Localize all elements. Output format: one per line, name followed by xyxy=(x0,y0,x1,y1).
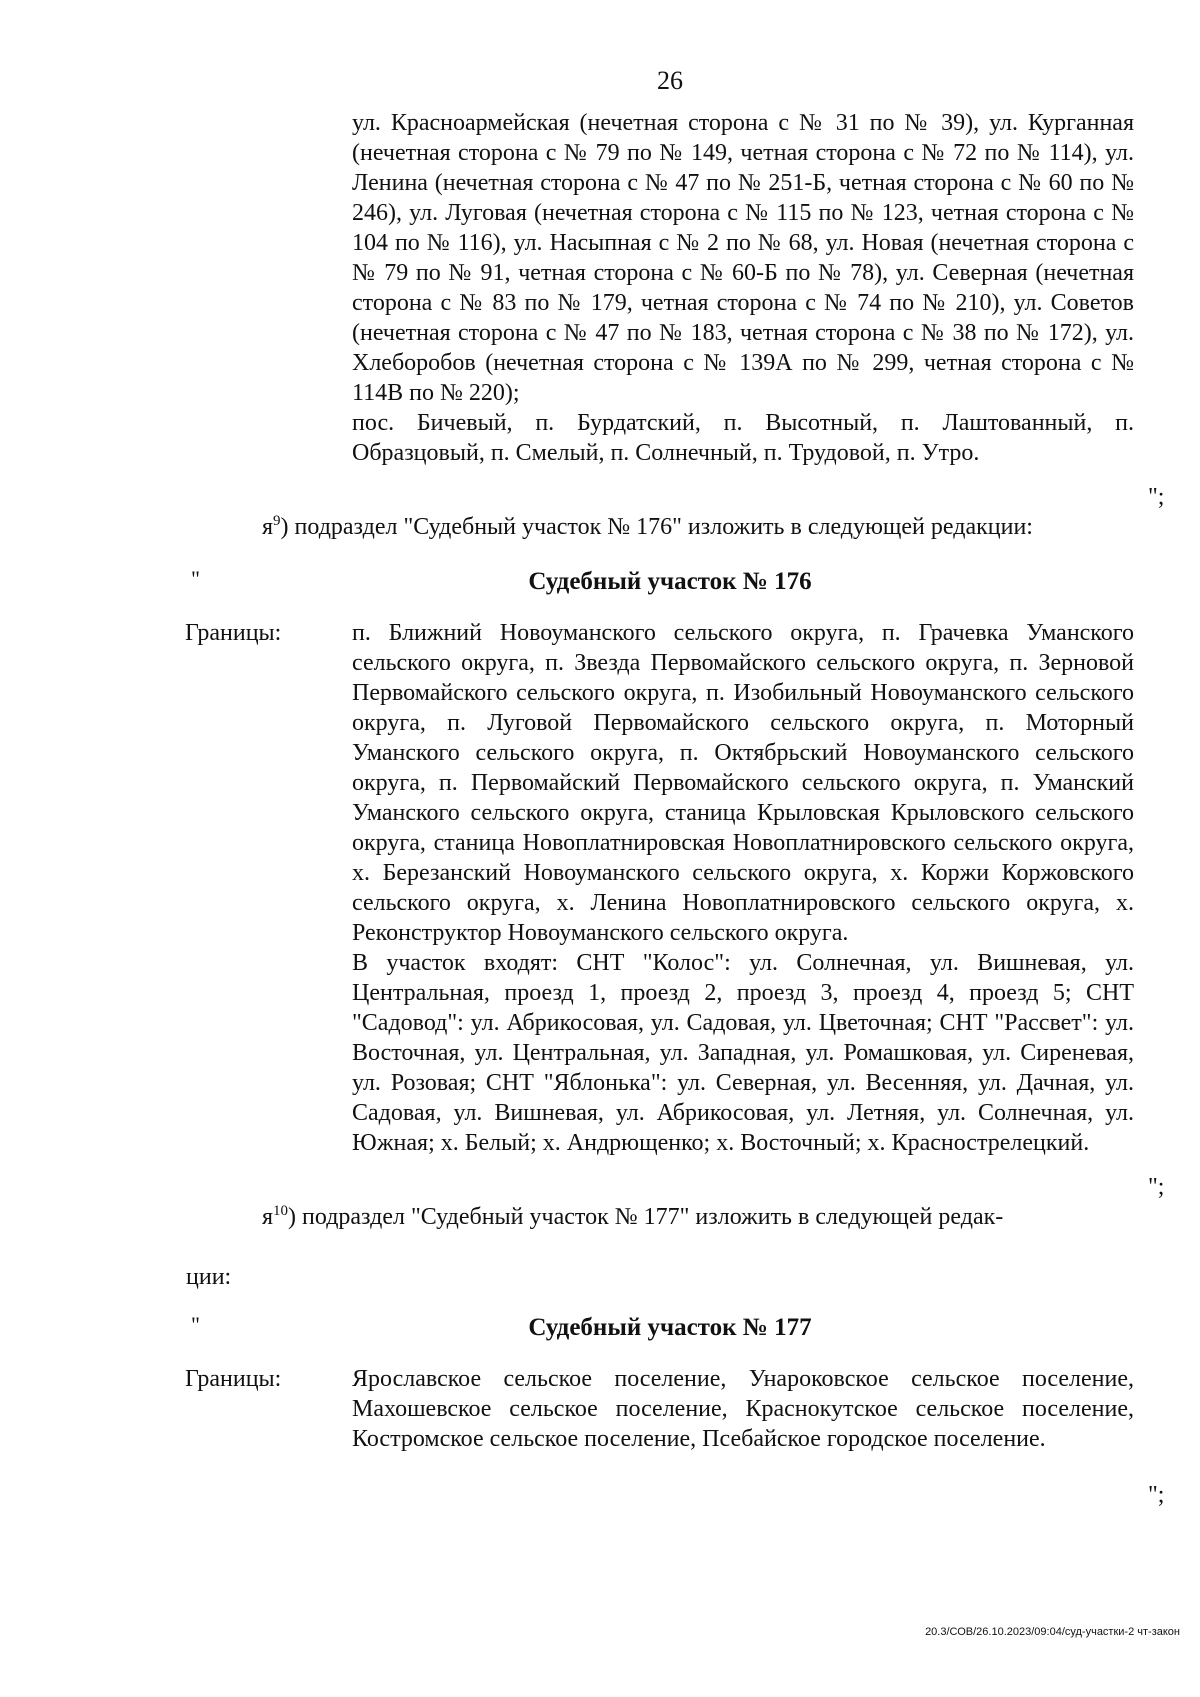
continuation-block xyxy=(352,108,1134,468)
closing-quote-1: "; xyxy=(1148,484,1165,510)
section-176-borders: п. Ближний Новоуманского сельского округа, п. Грачевка Уманского сельского округа, п. Звезда Первомайского сельского округа, п. Зерновой Первомайского сельского округа, п. Изобильный Новоуманского сельского округа, п. Луговой Первомайского сельского округа, п. Моторный Уманского сельского округа, п. Октябрьский Новоуманского сельского округа, п. Первомайский Первомайского сельского округа, п. Уманский Уманского сельского округа, станица Крыловская Крыловского сельского округа, станица Новоплатнировская Новоплатнировского сельского округа, х. Березанский Новоуманского сельского округа, х. Коржи Коржовского сельского округа, х. Ленина Новоплатнировского сельского округа, х. Реконструктор Новоуманского сельского округа. xyxy=(352,620,1134,946)
continuation-paragraph-settlements: пос. Бичевый, п. Бурдатский, п. Высотный, п. Лаштованный, п. Образцовый, п. Смелый, п. Солнечный, п. Трудовой, п. Утро. xyxy=(352,410,1134,466)
continuation-paragraph-streets: ул. Красноармейская (нечетная сторона с № 31 по № 39), ул. Курганная (нечетная сторона с № 79 по № 149, четная сторона с № 72 по № 114), ул. Ленина (нечетная сторона с № 47 по № 251-Б, четная сторона с № 60 по № 246), ул. Луговая (нечетная сторона с № 115 по № 123, четная сторона с № 104 по № 116), ул. Насыпная с № 2 по № 68, ул. Новая (нечетная сторона с № 79 по № 91, четная сторона с № 60-Б по № 78), ул. Северная (нечетная сторона с № 83 по № 179, четная сторона с № 74 по № 210), ул. Советов (нечетная сторона с № 47 по № 183, четная сторона с № 38 по № 172), ул. Хлеборобов (нечетная сторона с № 139А по № 299, четная сторона с № 114В по № 220); xyxy=(352,110,1134,406)
section-176-borders-label: Границы: xyxy=(185,620,282,646)
item-10-letter: я xyxy=(262,1204,274,1230)
item-9 xyxy=(262,512,1033,542)
section-177-borders: Ярославское сельское поселение, Унароковское сельское поселение, Махошевское сельское поселение, Краснокутское сельское поселение, Костромское сельское поселение, Псебайское городское поселение. xyxy=(352,1366,1134,1452)
section-176-block xyxy=(352,618,1134,1158)
section-176-heading: Судебный участок № 176 xyxy=(528,568,812,595)
section-177-block xyxy=(352,1364,1134,1454)
open-quote-176: " xyxy=(191,566,200,591)
item-9-sup: 9 xyxy=(273,513,281,529)
section-177-borders-label: Границы: xyxy=(185,1366,282,1392)
footer-code: 20.3/СОВ/26.10.2023/09:04/суд-участки-2 чт-закон xyxy=(925,1626,1180,1638)
page-number: 26 xyxy=(657,66,683,95)
item-10-text: ) подраздел "Судебный участок № 177" изложить в следующей редак- xyxy=(288,1204,1004,1230)
open-quote-177: " xyxy=(191,1312,200,1337)
item-10-continuation: ции: xyxy=(186,1264,232,1290)
item-10 xyxy=(262,1202,1003,1232)
item-9-letter: я xyxy=(262,514,274,540)
closing-quote-177: "; xyxy=(1148,1482,1165,1508)
closing-quote-176: "; xyxy=(1148,1174,1165,1200)
section-177-heading: Судебный участок № 177 xyxy=(528,1314,812,1341)
item-10-sup: 10 xyxy=(273,1203,289,1219)
section-176-includes: В участок входят: СНТ "Колос": ул. Солнечная, ул. Вишневая, ул. Центральная, проезд 1, проезд 2, проезд 3, проезд 4, проезд 5; СНТ "Садовод": ул. Абрикосовая, ул. Садовая, ул. Цветочная; СНТ "Рассвет": ул. Восточная, ул. Центральная, ул. Западная, ул. Ромашковая, ул. Сиреневая, ул. Розовая; СНТ "Яблонька": ул. Северная, ул. Весенняя, ул. Дачная, ул. Садовая, ул. Вишневая, ул. Абрикосовая, ул. Летняя, ул. Солнечная, ул. Южная; х. Белый; х. Андрющенко; х. Восточный; х. Краснострелецкий. xyxy=(352,950,1134,1156)
item-9-text: ) подраздел "Судебный участок № 176" изложить в следующей редакции: xyxy=(280,514,1033,540)
